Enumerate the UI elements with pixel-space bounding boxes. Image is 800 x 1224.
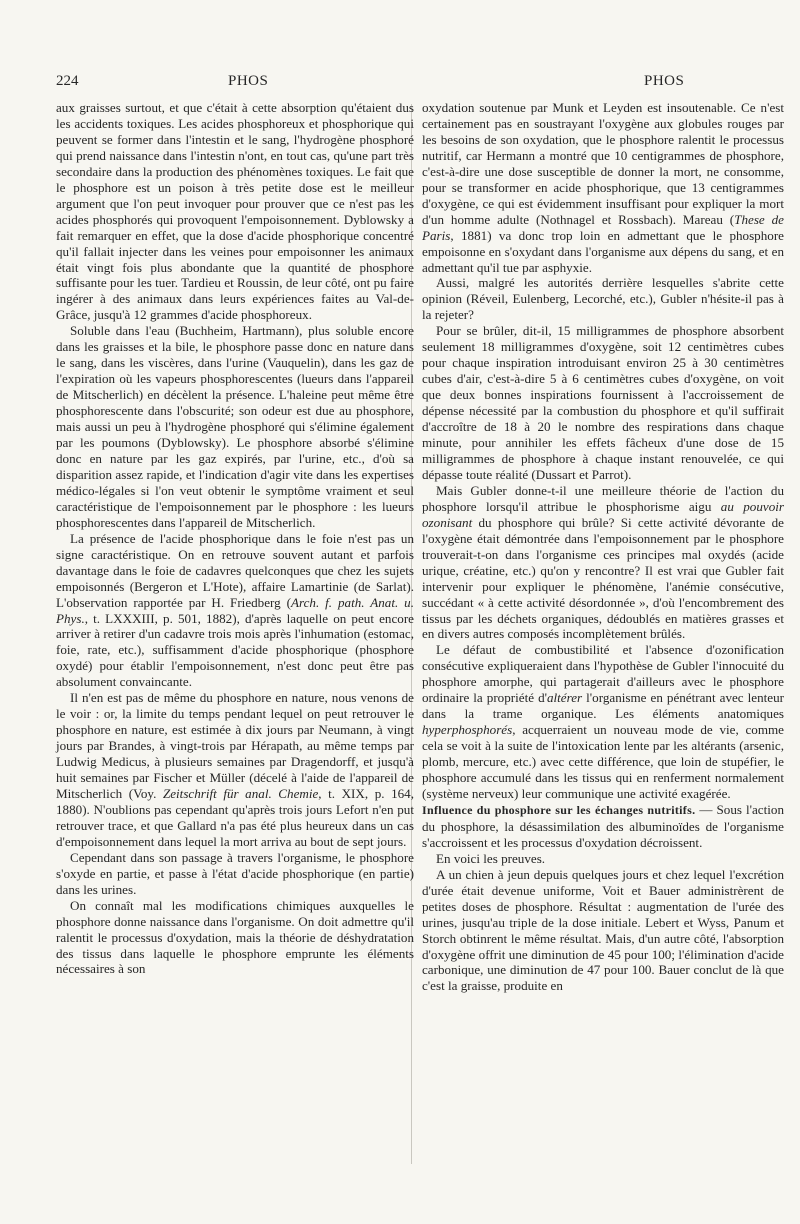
paragraph: On connaît mal les modifications chimiques auxquelles le phosphore donne naissance dans l'organisme. On doit admettre qu'il ralentit le processus d'oxydation, mais la théorie de déshydratation des tissus dans laquelle le phosphore emprunte les éléments nécessaires à son: [56, 897, 414, 977]
paragraph-text: , t. XIX, p. 164, 1880). N'oublions pas cependant qu'après trois jours Lefort n'en put retrouver trace, et que Gallard n'a pas été plus heureux dans un cas d'empoisonnement dans lequel la mort arriva au bout de sept jours.: [56, 785, 415, 849]
citation: Arch. f. path. Anat. u. Phys.: [56, 594, 414, 626]
paragraph: aux graisses surtout, et que c'était à cette absorption qu'étaient dus les accidents toxiques. Les acides phosphoreux et phosphorique qui peuvent se former dans l'intestin et le sang, l'hydrogène phosphoré qui prend naissance dans l'intestin n'ont, en tout cas, qu'une part très secondaire dans la production des phénomènes toxiques. Le fait que le phosphore est un poison à très petite dose est le meilleur argument que l'on peut invoquer pour prouver que ce n'est pas les acides phosphorés qui provoquent l'empoisonnement. Dyblowsky a fait remarquer en effet, que la dose d'acide phosphorique concentré qu'il fallait injecter dans les veines pour empoisonner les animaux était vingt fois plus abondante que la quantité de phosphore suffisante pour les tuer. Tardieu et Roussin, de leur côté, ont pu faire ingérer à des animaux dans leurs expériences faites au Val-de-Grâce, jusqu'à 12 grammes d'acide phosphoreux.: [56, 100, 414, 323]
paragraph: En voici les preuves.: [436, 850, 546, 866]
running-head-left: PHOS: [228, 73, 269, 89]
running-head-right: PHOS: [644, 73, 685, 89]
section-title: Influence du phosphore sur les échanges nutritifs.: [422, 802, 696, 817]
page-header: [56, 73, 780, 95]
paragraph: Cependant dans son passage à travers l'organisme, le phosphore s'oxyde en partie, et passe à l'état d'acide phosphorique (en partie) dans les urines.: [56, 849, 414, 897]
paragraph: A un chien à jeun depuis quelques jours et chez lequel l'excrétion d'urée était devenue uniforme, Voit et Bauer administrèrent de petites doses de phosphore. Résultat : augmentation de l'urée des urines, jusqu'au triple de la dose initiale. Lebert et Wyss, Panum et Storch obtinrent le même résultat. Mais, d'un autre côté, l'absorption d'oxygène offrit une diminution de 45 pour 100; l'élimination d'acide carbonique, une diminution de 47 pour 100. Bauer conclut de là que c'est la graisse, produite en: [422, 866, 784, 994]
paragraph-text: La présence de l'acide phosphorique dans le foie n'est pas un signe caractéristique. On en retrouve souvent autant et parfois davantage dans le foie de cadavres quelconques que chez les sujets empoisonnés (Bergeron et L'Hote), affaire Lamartinie (de Sarlat). L'observation rapportée par H. Friedberg (: [56, 530, 414, 610]
emphasis: au pouvoir ozonisant: [422, 498, 784, 530]
paragraph-text: l'organisme en pénétrant avec lenteur dans la trame organique. Les éléments anatomiques: [422, 690, 785, 722]
emphasis: hyperphosphorés: [422, 722, 513, 738]
paragraph-text: Il n'en est pas de même du phosphore en nature, nous venons de le voir : or, la limite du temps pendant lequel on peut retrouver le phosphore en nature, est estimée à dix jours par Neumann, à vingt jours par Brandes, à vingt-trois par Hérapath, au même temps par Ludwig Medicus, à plusieurs semaines par Dragendorff, et jusqu'à huit semaines par Fischer et Müller (décelé à l'aide de l'appareil de Mitscherlich (Voy.: [56, 690, 414, 801]
paragraph: [422, 642, 784, 802]
paragraph-text: , t. LXXXIII, p. 501, 1882), d'après laquelle on peut encore arriver à retirer d'un cadavre trois mois après l'inhumation (estomac, foie, rate, etc.), suffisamment d'acide phosphorique (phosphore oxydé) pour établir l'empoisonnement, n'est donc peut être pas absolument convaincante.: [56, 610, 414, 690]
right-column: [422, 100, 784, 994]
citation: These de Paris: [422, 211, 784, 243]
citation: Zeitschrift für anal. Chemie: [162, 785, 319, 801]
paragraph: [422, 483, 784, 643]
paragraph-text: du phosphore qui brûle? Si cette activité dévorante de l'oxygène était démontrée dans l'empoisonnement par le phosphore trouverait-t-on dans l'organisme ces principes mal oxydés (acide urique, créatine, etc.) qu'on y rencontre? Il est vrai que Gubler fait intervenir pour expliquer le phénomène, l'anémie consécutive, succédant « à cette activité désordonnée », d'où l'encombrement des tissus par les déchets organiques, dédoublés en matières grasses et en divers autres composés incomplètement brûlés.: [422, 514, 784, 642]
paragraph-text: , acquerraient un nouveau mode de vie, comme cela se voit à la suite de l'intoxication lente par les altérants (arsenic, plomb, mercure, etc.) avec cette différence, que loin de stupéfier, le phosphore accumulé dans les tissus qui en renferment normalement (système nerveux) leur communique une activité exagérée.: [422, 722, 784, 801]
paragraph: [422, 100, 784, 275]
paragraph: Soluble dans l'eau (Buchheim, Hartmann), plus soluble encore dans les graisses et la bile, le phosphore passe donc en nature dans le sang, dans les viscères, dans l'urine (Vauquelin), dans les gaz de l'expiration où les vapeurs phosphorescentes (lueurs dans l'appareil de Mitscherlich) en décèlent la présence. L'haleine peut même être phosphorescente dans l'obscurité; son odeur est due au phosphore, mais aussi un peu à l'hydrogène phosphoré qui s'élimine également par les poumons (Dyblowsky). Le phosphore absorbé s'élimine donc en nature par les gaz expirés, par l'urine, etc., d'où sa disparition assez rapide, et l'indication d'agir vite dans les expertises médico-légales si l'on veut obtenir le symptôme vraiment et seul caractéristique de l'empoisonnement par le phosphore : les lueurs phosphorescentes dans l'appareil de Mitscherlich.: [56, 323, 414, 530]
paragraph-text: Le défaut de combustibilité et l'absence d'ozonification consécutive expliqueraient dans l'hypothèse de Gubler l'innocuité du phosphore amorphe, qui partagerait d'ailleurs avec le phosphore ordinaire la propriété d': [422, 642, 784, 706]
paragraph: Aussi, malgré les autorités derrière lesquelles s'abrite cette opinion (Réveil, Eulenberg, Lecorché, etc.), Gubler n'hésite-il pas à la rejeter?: [422, 275, 784, 323]
paragraph-text: , 1881) va donc trop loin en admettant que le phosphore empoisonne en s'oxydant dans l'organisme aux dépens du sang, et en admettant qu'il tue par asphyxie.: [422, 227, 784, 275]
paragraph-text: Mais Gubler donne-t-il une meilleure théorie de l'action du phosphore lorsqu'il attribue le phosphorisme aigu: [422, 482, 784, 514]
emphasis: altérer: [546, 690, 583, 706]
paragraph: [56, 531, 414, 691]
left-column: [56, 100, 414, 977]
page-number: 224: [56, 73, 79, 89]
paragraph: [56, 690, 414, 850]
section-paragraph: [422, 802, 784, 851]
paragraph-text: — Sous l'action du phosphore, la désassimilation des albuminoïdes de l'organisme s'accroissent et les processus d'oxydation décroissent.: [422, 801, 784, 850]
paragraph: Pour se brûler, dit-il, 15 milligrammes de phosphore absorbent seulement 18 milligrammes d'oxygène, soit 12 centimètres cubes pour chaque inspiration introduisant environ 25 à 30 centimètres cubes d'air, c'est-à-dire 5 à 6 centimètres cubes d'oxygène, on voit que deux bonnes inspirations fournissent à l'accroissement de dépense nécessité par la combustion du phosphore et qu'il suffirait d'accroître de 18 à 20 le nombre des respirations dans chaque minute, pour annihiler les effets fâcheux d'une dose de 15 milligrammes de phosphore à chaque instant renouvelée, ce qui dépasse toute réalité (Dussart et Parrot).: [422, 323, 784, 482]
paragraph-text: oxydation soutenue par Munk et Leyden est insoutenable. Ce n'est certainement pas en soustrayant l'oxygène aux globules rouges par les besoins de son oxydation, que le phosphore ralentit le processus nutritif, car Hermann a montré que 10 centigrammes de phosphore, c'est-à-dire une dose susceptible de donner la mort, ne consomme, pour se transformer en acide phosphorique, que 13 centigrammes d'oxygène, ce qui est évidemment insuffisant pour expliquer la mort d'un homme adulte (Nothnagel et Rossbach). Mareau (: [422, 100, 784, 227]
